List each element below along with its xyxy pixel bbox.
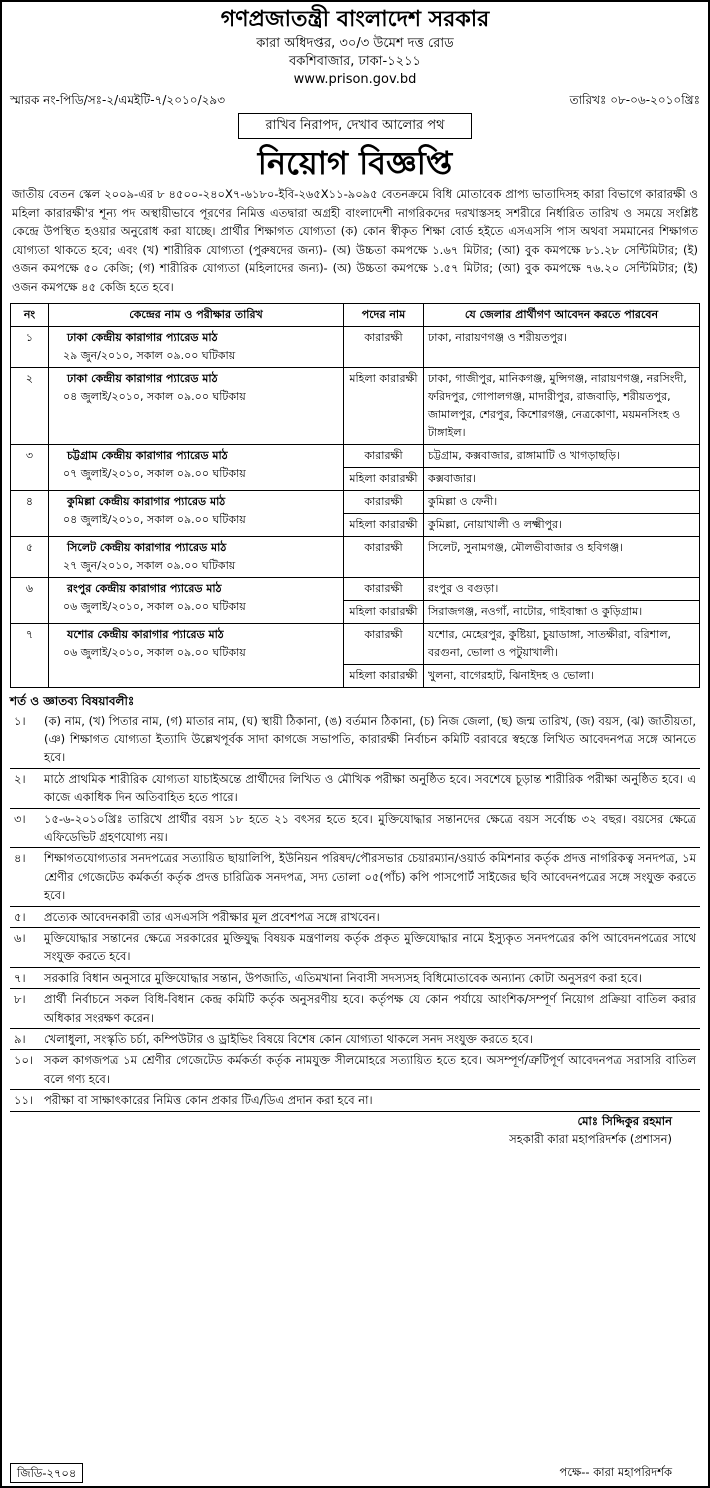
center-name: চট্টগ্রাম কেন্দ্রীয় কারাগার প্যারেড মাঠ xyxy=(67,448,228,462)
condition-text: মুক্তিযোদ্ধার সন্তানের ক্ষেত্রে সরকারের মুক্তিযুদ্ধ বিষয়ক মন্ত্রণালয় কর্তৃক প্রকৃত মুক্তিযোদ্ধার নামে ইস্যুকৃত সনদপত্রের কপি আবেদনপত্রের সাথে সংযুক্ত করতে হবে। xyxy=(44,931,696,964)
condition-number: ৩। xyxy=(14,811,26,826)
row-center xyxy=(49,490,344,536)
exam-date: ২৯ জুন/২০১০, সকাল ০৯.০০ ঘটিকায় xyxy=(63,348,236,362)
condition-item xyxy=(10,769,700,809)
eligible-districts: কুমিল্লা ও ফেনী। xyxy=(424,490,700,513)
condition-number: ৬। xyxy=(14,931,26,946)
condition-item xyxy=(10,1050,700,1090)
row-center xyxy=(49,444,344,490)
gd-number: জিডি-২৭০৪ xyxy=(10,1463,83,1483)
condition-item xyxy=(10,928,700,968)
condition-text: পরীক্ষা বা সাক্ষাৎকারের নিমিত্ত কোন প্রকার টিএ/ডিএ প্রদান করা হবে না। xyxy=(44,1093,373,1108)
condition-number: ৪। xyxy=(14,851,26,866)
exam-date: ০৬ জুলাই/২০১০, সকাল ০৯.০০ ঘটিকায় xyxy=(63,599,246,613)
condition-text: সকল কাগজপত্র ১ম শ্রেণীর গেজেটেড কর্মকর্তা কর্তৃক নামযুক্ত সীলমোহরে সত্যায়িত হতে হবে। অসম্পূর্ণ/ত্রুটিপূর্ণ আবেদনপত্র সরাসরি বাতিল বলে গণ্য হবে। xyxy=(44,1053,696,1086)
row-center xyxy=(49,577,344,623)
footer xyxy=(10,1461,700,1483)
exam-date: ০৪ জুলাই/২০১০, সকাল ০৯.০০ ঘটিকায় xyxy=(63,512,246,526)
center-name: ঢাকা কেন্দ্রীয় কারাগার প্যারেড মাঠ xyxy=(67,371,218,385)
post-name: কারারক্ষী xyxy=(344,326,424,367)
condition-text: প্রত্যেক আবেদনকারী তার এসএসসি পরীক্ষার মূল প্রবেশপত্র সঙ্গে রাখবেন। xyxy=(44,909,380,924)
table-header-row xyxy=(11,303,700,326)
condition-number: ৮। xyxy=(14,992,26,1007)
address-line-2: বকশিবাজার, ঢাকা-১২১১ xyxy=(288,54,421,69)
eligible-districts: কক্সবাজার। xyxy=(424,467,700,490)
row-serial: ৫ xyxy=(11,536,49,577)
table-row xyxy=(11,536,700,577)
center-name: সিলেট কেন্দ্রীয় কারাগার প্যারেড মাঠ xyxy=(67,540,227,554)
post-name: মহিলা কারারক্ষী xyxy=(344,664,424,687)
condition-number: ৯। xyxy=(14,1032,26,1047)
center-name: ঢাকা কেন্দ্রীয় কারাগার প্যারেড মাঠ xyxy=(67,330,218,344)
eligible-districts: খুলনা, বাগেরহাট, ঝিনাইদহ ও ভোলা। xyxy=(424,664,700,687)
row-serial: ২ xyxy=(11,367,49,444)
exam-centers-table xyxy=(10,303,700,688)
table-row xyxy=(11,577,700,600)
row-center xyxy=(49,367,344,444)
memo-number: স্মারক নং-পিডি/সঃ-২/এমইটি-৭/২০১০/২৯৩ xyxy=(10,93,226,107)
reference-row xyxy=(10,90,700,110)
post-name: কারারক্ষী xyxy=(344,577,424,600)
condition-item xyxy=(10,968,700,989)
row-serial: ৪ xyxy=(11,490,49,536)
center-name: কুমিল্লা কেন্দ্রীয় কারাগার প্যারেড মাঠ xyxy=(67,494,226,508)
condition-number: ১০। xyxy=(14,1053,34,1068)
condition-item xyxy=(10,848,700,906)
post-name: কারারক্ষী xyxy=(344,623,424,664)
eligible-districts: সিলেট, সুনামগঞ্জ, মৌলভীবাজার ও হবিগঞ্জ। xyxy=(424,536,700,577)
condition-text: শিক্ষাগতযোগ্যতার সনদপত্রের সত্যায়িত ছায়ালিপি, ইউনিয়ন পরিষদ/পৌরসভার চেয়ারম্যান/ওয়ার্ড কমিশনার কর্তৃক প্রদত্ত নাগরিকত্ব সনদপত্র, ১ম শ্রেণীর গেজেটেড কর্মকর্তা কর্তৃক প্রদত্ত চারিত্রিক সনদপত্র, সদ্য তোলা ০৫(পাঁচ) কপি পাসপোর্ট সাইজের ছবি আবেদনপত্রের সঙ্গে সংযুক্ত করতে হবে। xyxy=(44,851,696,903)
condition-text: মাঠে প্রাথমিক শারীরিক যোগ্যতা যাচাইঅন্তে প্রার্থীদের লিখিত ও মৌখিক পরীক্ষা অনুষ্ঠিত হবে। সবশেষে চূড়ান্ত শারীরিক পরীক্ষা অনুষ্ঠিত হবে। এ কাজে একাধিক দিন অতিবাহিত হতে পারে। xyxy=(44,771,696,805)
eligible-districts: যশোর, মেহেরপুর, কুষ্টিয়া, চুয়াডাঙ্গা, সাতক্ষীরা, বরিশাল, বরগুনা, ভোলা ও পটুয়াখালী। xyxy=(424,623,700,664)
website: www.prison.gov.bd xyxy=(293,72,417,87)
condition-text: প্রার্থী নির্বাচনে সকল বিধি-বিধান কেন্দ্র কমিটি কর্তৃক অনুসরণীয় হবে। কর্তৃপক্ষ যে কোন পর্যায়ে আংশিক/সম্পূর্ণ নিয়োগ প্রক্রিয়া বাতিল করার অধিকার সংরক্ষণ করেন। xyxy=(44,992,696,1025)
table-row xyxy=(11,490,700,513)
eligible-districts: চট্টগ্রাম, কক্সবাজার, রাঙ্গামাটি ও খাগড়াছড়ি। xyxy=(424,444,700,467)
post-name: কারারক্ষী xyxy=(344,490,424,513)
memo-date: তারিখঃ ০৮-০৬-২০১০খ্রিঃ xyxy=(569,93,700,107)
post-name: মহিলা কারারক্ষী xyxy=(344,513,424,536)
condition-item xyxy=(10,809,700,849)
row-serial: ৩ xyxy=(11,444,49,490)
header-districts: যে জেলার প্রার্থীগণ আবেদন করতে পারবেন xyxy=(424,303,700,326)
header-post: পদের নাম xyxy=(344,303,424,326)
conditions-list xyxy=(10,711,700,1112)
condition-number: ২। xyxy=(14,771,26,786)
eligible-districts: কুমিল্লা, নোয়াখালী ও লক্ষ্মীপুর। xyxy=(424,513,700,536)
condition-item xyxy=(10,711,700,769)
address-line-1: কারা অধিদপ্তর, ৩০/৩ উমেশ দত্ত রোড xyxy=(256,36,454,51)
row-center xyxy=(49,326,344,367)
row-serial: ৬ xyxy=(11,577,49,623)
row-serial: ১ xyxy=(11,326,49,367)
condition-number: ৭। xyxy=(14,970,26,985)
exam-date: ০৬ জুলাই/২০১০, সকাল ০৯.০০ ঘটিকায় xyxy=(63,645,246,659)
exam-date: ০৭ জুলাই/২০১০, সকাল ০৯.০০ ঘটিকায় xyxy=(63,466,246,480)
table-row xyxy=(11,444,700,467)
post-name: কারারক্ষী xyxy=(344,444,424,467)
row-center xyxy=(49,536,344,577)
signatory-name: মোঃ সিদ্দিকুর রহমান xyxy=(577,1113,672,1128)
center-name: রংপুর কেন্দ্রীয় কারাগার প্যারেড মাঠ xyxy=(67,581,222,595)
table-row xyxy=(11,326,700,367)
table-row xyxy=(11,623,700,664)
signature-block xyxy=(10,1112,700,1148)
condition-number: ১১। xyxy=(14,1093,34,1108)
row-center xyxy=(49,623,344,687)
intro-paragraph: জাতীয় বেতন স্কেল ২০০৯-এর ৮ ৪৫০০-২৪০X৭-৬১৮০-ইবি-২৬৫X১১-৯০৯৫ বেতনক্রমে বিধি মোতাবেক প্রাপ্য ভাতাদিসহ কারা বিভাগে কারারক্ষী ও মহিলা কারারক্ষী'র শূন্য পদ অস্থায়ীভাবে পূরণের নিমিত্ত এতদ্বারা অগ্রহী বাংলাদেশী নাগরিকদের দরখাস্তসহ সশরীরে নির্ধারিত তারিখ ও সময়ে সংশ্লিষ্ট কেন্দ্রে উপস্থিত হওয়ার অনুরোধ করা যাচ্ছে। প্রার্থীর শিক্ষাগত যোগ্যতা (ক) কোন স্বীকৃত শিক্ষা বোর্ড হইতে এসএসসি পাস অথবা সমমানের শিক্ষাগত যোগ্যতা থাকতে হবে; এবং (খ) শারীরিক যোগ্যতা (পুরুষদের জন্য)- (অ) উচ্চতা কমপক্ষে ১.৬৭ মিটার; (আ) বুক কমপক্ষে ৮১.২৮ সেন্টিমিটার; (ই) ওজন কমপক্ষে ৫০ কেজি; (গ) শারীরিক যোগ্যতা (মহিলাদের জন্য)- (অ) উচ্চতা কমপক্ষে ১.৫৭ মিটার; (আ) বুক কমপক্ষে ৭৬.২০ সেন্টিমিটার; (ই) ওজন কমপক্ষে ৪৫ কেজি হতে হবে। xyxy=(12,187,698,294)
condition-number: ৫। xyxy=(14,909,26,924)
government-title: গণপ্রজাতন্ত্রী বাংলাদেশ সরকার xyxy=(220,7,490,32)
table-body xyxy=(11,326,700,687)
post-name: মহিলা কারারক্ষী xyxy=(344,367,424,444)
header-center: কেন্দ্রের নাম ও পরীক্ষার তারিখ xyxy=(49,303,344,326)
condition-item xyxy=(10,907,700,928)
post-name: কারারক্ষী xyxy=(344,536,424,577)
condition-text: ১৫-৬-২০১০খ্রিঃ তারিখে প্রার্থীর বয়স ১৮ হতে ২১ বৎসর হতে হবে। মুক্তিযোদ্ধার সন্তানদের ক্ষেত্রে বয়স সর্বোচ্চ ৩২ বছর। বয়সের ক্ষেত্রে এফিডেভিট গ্রহণযোগ্য নয়। xyxy=(44,811,696,844)
exam-date: ২৭ জুন/২০১০, সকাল ০৯.০০ ঘটিকায় xyxy=(63,558,236,572)
condition-text: সরকারি বিধান অনুসারে মুক্তিযোদ্ধার সন্তান, উপজাতি, এতিমখানা নিবাসী সদস্যসহ বিধিমোতাবেক অন্যান্য কোটা অনুসরণ করা হবে। xyxy=(44,970,642,985)
post-name: মহিলা কারারক্ষী xyxy=(344,467,424,490)
row-serial: ৭ xyxy=(11,623,49,687)
eligible-districts: সিরাজগঞ্জ, নওগাঁ, নাটোর, গাইবান্ধা ও কুড়িগ্রাম। xyxy=(424,600,700,623)
condition-text: (ক) নাম, (খ) পিতার নাম, (গ) মাতার নাম, (ঘ) স্থায়ী ঠিকানা, (ঙ) বর্তমান ঠিকানা, (চ) নিজ জেলা, (ছ) জন্ম তারিখ, (জ) বয়স, (ঝ) জাতীয়তা, (ঞ) শিক্ষাগত যোগ্যতা ইত্যাদি উল্লেখপূর্বক সাদা কাগজে সভাপতি, কারারক্ষী নির্বাচন কমিটি বরাবরে স্বহস্তে লিখিত আবেদনপত্র সঙ্গে আনতে হবে। xyxy=(44,713,696,765)
post-name: মহিলা কারারক্ষী xyxy=(344,600,424,623)
header-serial: নং xyxy=(11,303,49,326)
signatory-designation: সহকারী কারা মহাপরিদর্শক (প্রশাসন) xyxy=(509,1131,672,1146)
condition-text: খেলাধুলা, সংস্কৃতি চর্চা, কম্পিউটার ও ড্রাইভিং বিষয়ে বিশেষ কোন যোগ্যতা থাকলে সনদ সংযুক্ত করতে হবে। xyxy=(44,1032,533,1047)
eligible-districts: ঢাকা, গাজীপুর, মানিকগঞ্জ, মুন্সিগঞ্জ, নারায়ণগঞ্জ, নরসিংদী, ফরিদপুর, গোপালগঞ্জ, মাদারীপুর, রাজবাড়ি, শরীয়তপুর, জামালপুর, শেরপুর, কিশোরগঞ্জ, নেত্রকোণা, ময়মনসিংহ ও টাঙ্গাইল। xyxy=(424,367,700,444)
eligible-districts: ঢাকা, নারায়ণগঞ্জ ও শরীয়তপুর। xyxy=(424,326,700,367)
condition-item xyxy=(10,1090,700,1111)
condition-item xyxy=(10,989,700,1029)
motto-wrap xyxy=(10,113,700,139)
table-row xyxy=(11,367,700,444)
exam-date: ০৪ জুলাই/২০১০, সকাল ০৯.০০ ঘটিকায় xyxy=(63,389,246,403)
conditions-title: শর্ত ও জ্ঞাতব্য বিষয়াবলীঃ xyxy=(10,693,135,708)
condition-item xyxy=(10,1029,700,1050)
on-behalf: পক্ষে-- কারা মহাপরিদর্শক xyxy=(559,1465,672,1479)
motto-box: রাখিব নিরাপদ, দেখাব আলোর পথ xyxy=(238,113,471,139)
eligible-districts: রংপুর ও বগুড়া। xyxy=(424,577,700,600)
notice-title: নিয়োগ বিজ্ঞপ্তি xyxy=(257,144,453,182)
center-name: যশোর কেন্দ্রীয় কারাগার প্যারেড মাঠ xyxy=(67,627,224,641)
condition-number: ১। xyxy=(14,713,26,728)
